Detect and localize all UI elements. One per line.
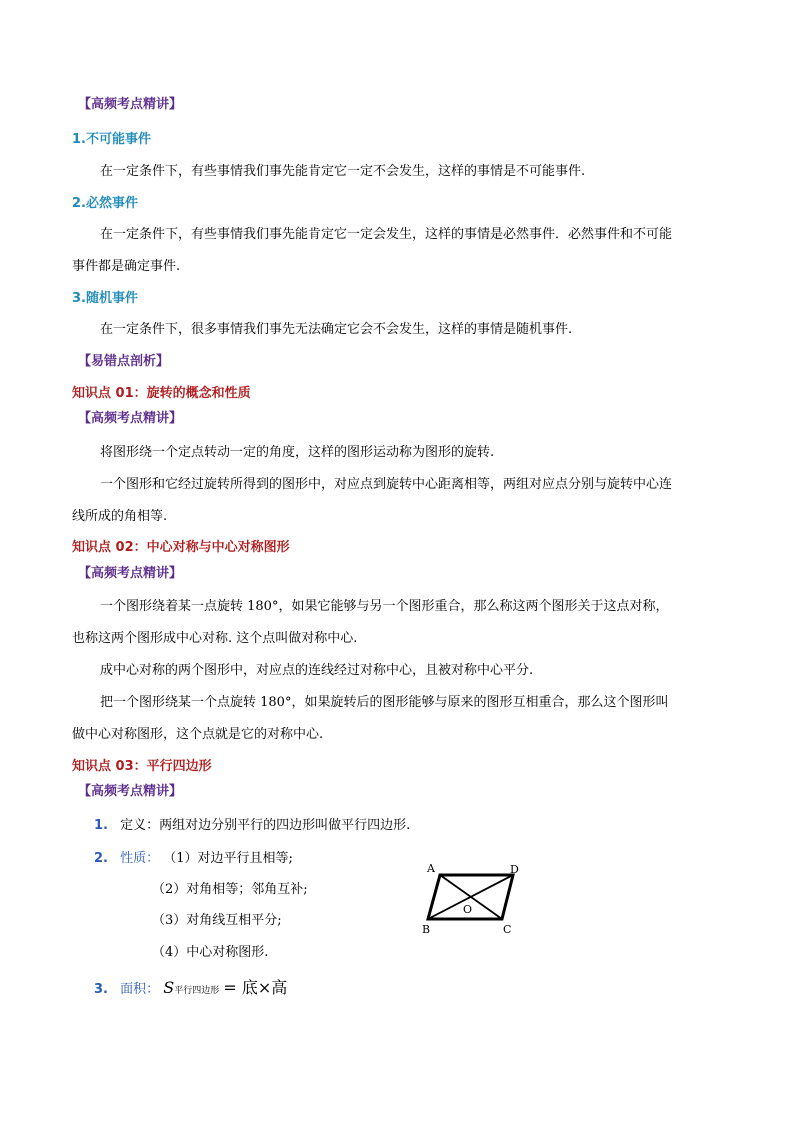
paragraph-random-event: 在一定条件下，很多事情我们事先无法确定它会不会发生，这样的事情是随机事件. <box>100 322 573 337</box>
area-label: 面积： <box>120 982 160 997</box>
knowledge-point-01-title: 知识点 01：旋转的概念和性质 <box>72 386 251 401</box>
kp1-paragraph-1: 将图形绕一个定点转动一定的角度，这样的图形运动称为图形的旋转. <box>100 445 495 460</box>
kp2-paragraph-1-line1: 一个图形绕着某一点旋转 180°，如果它能够与另一个图形重合，那么称这两个图形关于这点对称， <box>100 599 669 614</box>
kp2-heading: 【高频考点精讲】 <box>78 566 183 581</box>
item-number: 3. <box>94 982 108 997</box>
parallelogram-figure <box>420 860 530 940</box>
kp2-paragraph-1-line2: 也称这两个图形成中心对称. 这个点叫做对称中心. <box>72 631 358 646</box>
kp1-paragraph-2-line1: 一个图形和它经过旋转所得到的图形中，对应点到旋转中心距离相等，两组对应点分别与旋转中心连 <box>100 477 673 492</box>
kp2-paragraph-3-line1: 把一个图形绕某一个点旋转 180°，如果旋转后的图形能够与原来的图形互相重合，那么这个图形叫 <box>100 695 669 710</box>
kp2-paragraph-3-line2: 做中心对称图形，这个点就是它的对称中心. <box>72 727 324 742</box>
item-number: 1. <box>94 818 108 833</box>
knowledge-point-03-title: 知识点 03：平行四边形 <box>72 759 212 774</box>
property-2: （2）对角相等；邻角互补; <box>152 882 308 897</box>
section-heading-mistakes: 【易错点剖析】 <box>78 354 170 369</box>
kp2-paragraph-2: 成中心对称的两个图形中，对应点的连线经过对称中心，且被对称中心平分. <box>100 663 534 678</box>
formula-subscript: 平行四边形 <box>174 986 220 996</box>
section-heading-key-points: 【高频考点精讲】 <box>78 97 183 112</box>
vertex-label-a: A <box>427 862 435 875</box>
property-3: （3）对角线互相平分; <box>152 913 282 928</box>
properties-label: 性质： <box>120 851 160 866</box>
knowledge-point-02-title: 知识点 02：中心对称与中心对称图形 <box>72 540 290 555</box>
center-label-o: O <box>463 903 473 916</box>
vertex-label-b: B <box>422 923 431 936</box>
kp3-item-properties <box>94 850 293 868</box>
kp3-heading: 【高频考点精讲】 <box>78 784 183 799</box>
paragraph-certain-event-line1: 在一定条件下，有些事情我们事先能肯定它一定会发生，这样的事情是必然事件．必然事件和不可能 <box>100 227 673 242</box>
vertex-label-d: D <box>510 863 519 876</box>
formula-symbol-s: S <box>163 978 175 997</box>
kp3-item-definition <box>94 817 410 835</box>
vertex-label-c: C <box>503 923 512 936</box>
kp1-heading: 【高频考点精讲】 <box>78 411 183 426</box>
property-1: （1）对边平行且相等; <box>163 851 293 866</box>
section-title-random-event: 3.随机事件 <box>72 291 138 306</box>
paragraph-certain-event-line2: 事件都是确定事件. <box>72 259 181 274</box>
kp3-item-area <box>94 977 287 1002</box>
section-title-impossible-event: 1.不可能事件 <box>72 132 151 147</box>
definition-text: 定义：两组对边分别平行的四边形叫做平行四边形. <box>120 818 411 833</box>
item-number: 2. <box>94 851 108 866</box>
paragraph-impossible-event: 在一定条件下，有些事情我们事先能肯定它一定不会发生，这样的事情是不可能事件. <box>100 164 586 179</box>
formula-rest: = 底×高 <box>223 978 288 997</box>
kp1-paragraph-2-line2: 线所成的角相等. <box>72 509 168 524</box>
property-4: （4）中心对称图形. <box>152 945 269 960</box>
section-title-certain-event: 2.必然事件 <box>72 196 138 211</box>
